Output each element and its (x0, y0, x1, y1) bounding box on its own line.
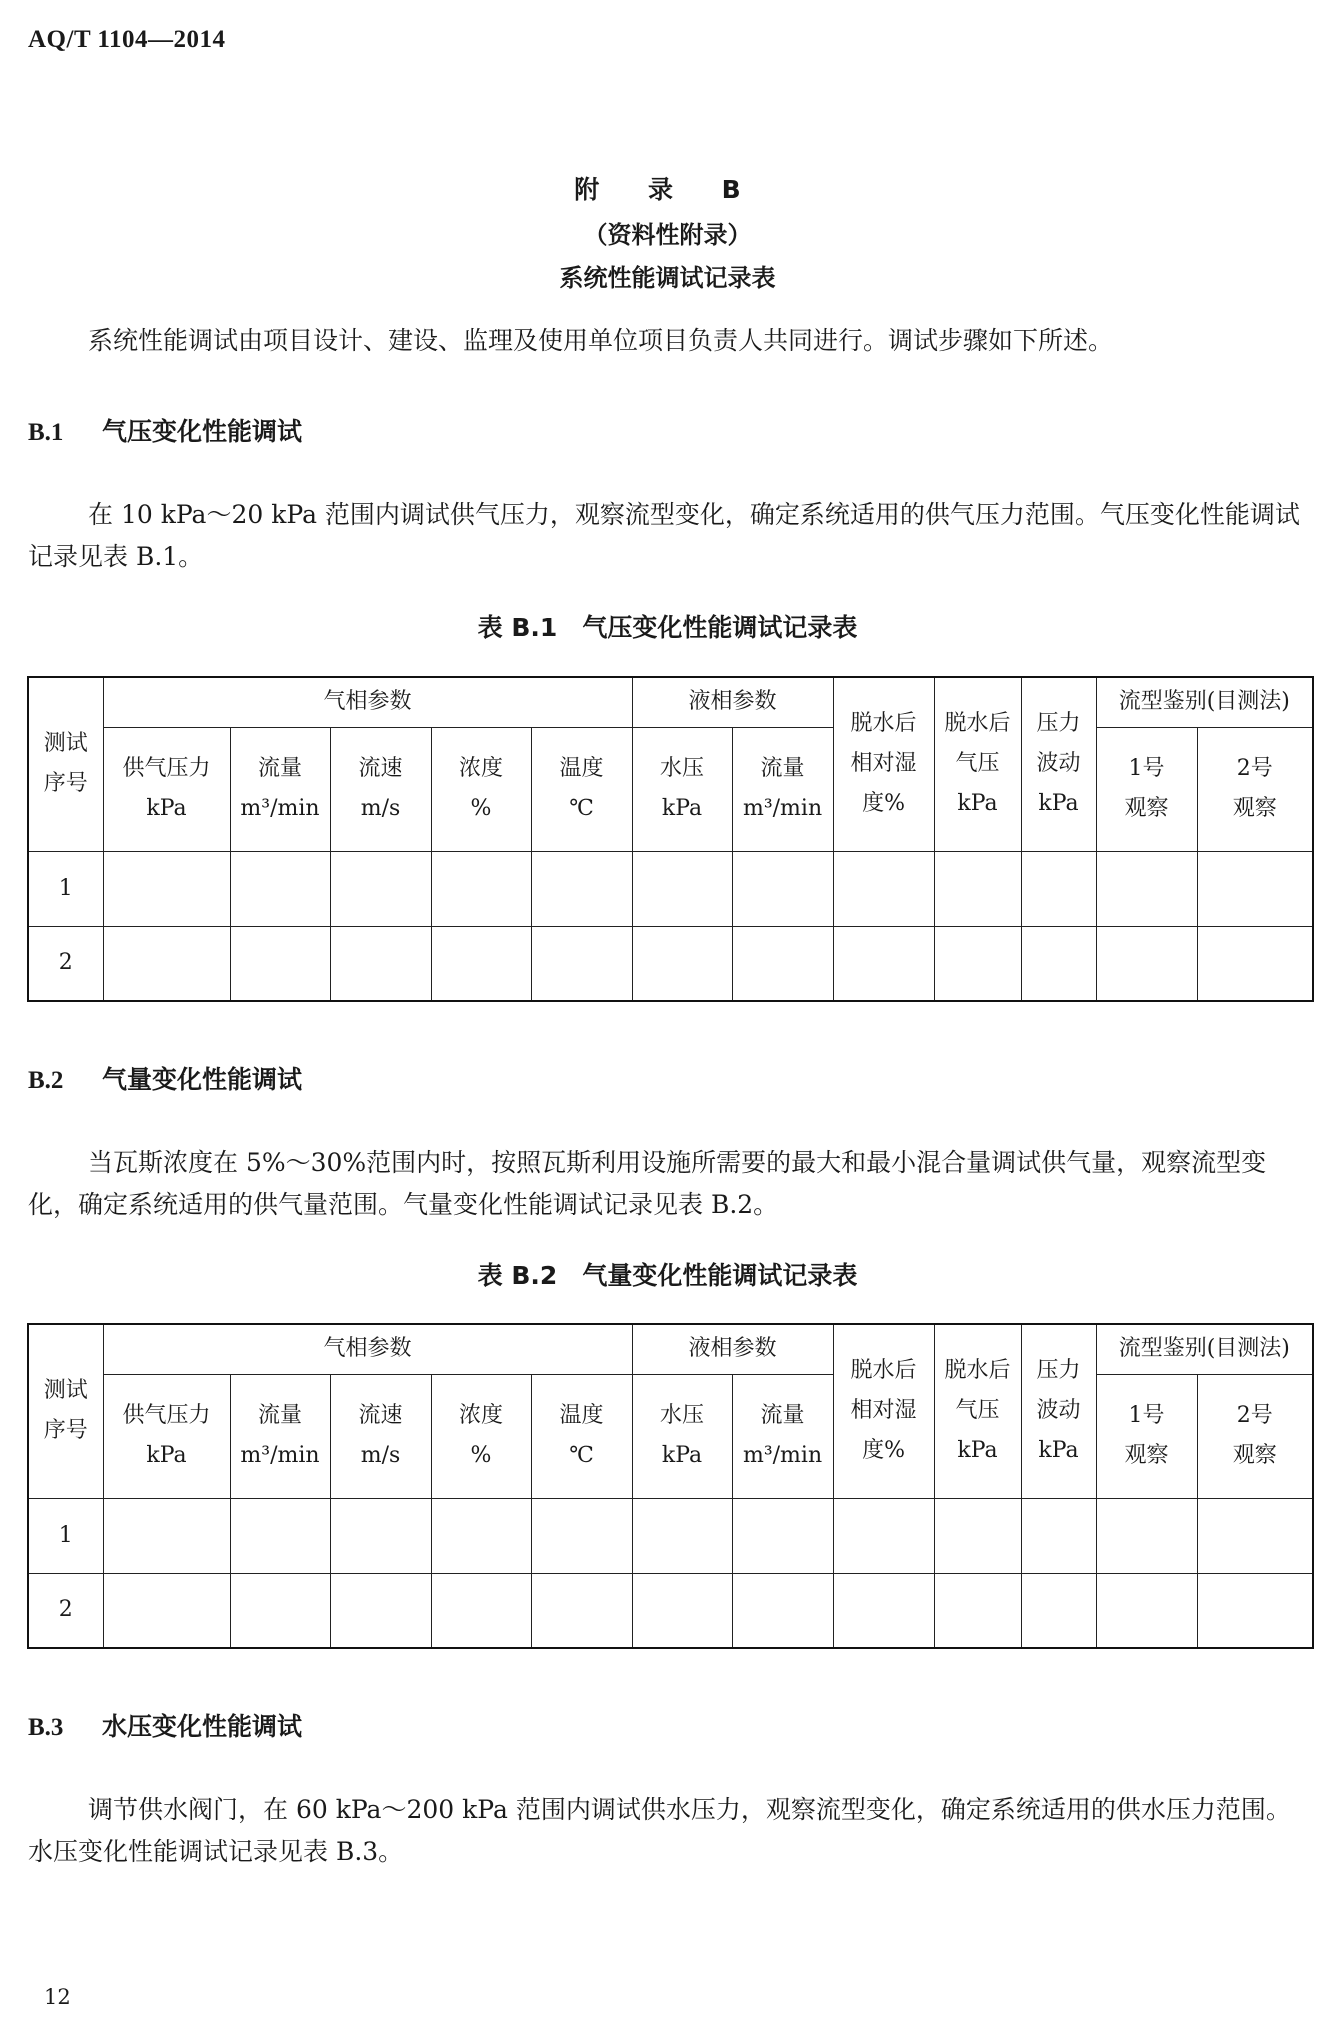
appendix-type: （资料性附录） (583, 221, 752, 249)
header-dewater-pressure: 脱水后 气压 kPa (934, 677, 1021, 851)
section-heading (28, 1060, 302, 1096)
header-liquid-col: 水压 kPa (632, 1374, 732, 1498)
header-gas-col: 浓度 % (431, 1374, 531, 1498)
table-row (28, 1573, 1313, 1648)
header-humidity: 脱水后相对湿度% (833, 1324, 934, 1498)
header-liquid-col: 流量 m³/min (732, 727, 833, 851)
header-gas-params: 气相参数 (103, 677, 632, 727)
header-gas-col: 温度 ℃ (531, 1374, 632, 1498)
standard-code: AQ/T 1104—2014 (28, 26, 226, 53)
section-title: 水压变化性能调试 (102, 1712, 303, 1741)
section-title: 气压变化性能调试 (102, 417, 303, 446)
header-flow-pattern: 流型鉴别(目测法) (1096, 677, 1313, 727)
row-number: 1 (28, 1498, 103, 1573)
header-pressure-fluctuation: 压力 波动 kPa (1021, 1324, 1096, 1498)
appendix-label: 附 录 B (574, 175, 761, 204)
header-gas-col: 供气压力 kPa (103, 727, 230, 851)
section-number: B.3 (28, 1714, 64, 1741)
header-gas-params: 气相参数 (103, 1324, 632, 1374)
intro-paragraph: 系统性能调试由项目设计、建设、监理及使用单位项目负责人共同进行。调试步骤如下所述。 (88, 326, 1114, 355)
header-liquid-params: 液相参数 (632, 1324, 833, 1374)
page-number: 12 (44, 1985, 71, 2009)
section-heading (28, 1707, 302, 1743)
header-gas-col: 流量 m³/min (230, 727, 330, 851)
row-number: 2 (28, 1573, 103, 1648)
section-paragraph: 调节供水阀门，在 60 kPa～200 kPa 范围内调试供水压力，观察流型变化，确定系统适用的供水压力范围。水压变化性能调试记录见表 B.3。 (28, 1795, 1291, 1866)
header-liquid-col: 流量 m³/min (732, 1374, 833, 1498)
table-caption: 表 B.2 气量变化性能调试记录表 (477, 1261, 858, 1290)
record-table-b2 (27, 1323, 1314, 1649)
header-observe-col: 1号 观察 (1096, 727, 1197, 851)
header-dewater-pressure: 脱水后 气压 kPa (934, 1324, 1021, 1498)
header-liquid-col: 水压 kPa (632, 727, 732, 851)
header-gas-col: 浓度 % (431, 727, 531, 851)
header-liquid-params: 液相参数 (632, 677, 833, 727)
row-number: 1 (28, 851, 103, 926)
row-number: 2 (28, 926, 103, 1001)
header-gas-col: 温度 ℃ (531, 727, 632, 851)
section-paragraph: 当瓦斯浓度在 5%～30%范围内时，按照瓦斯利用设施所需要的最大和最小混合量调试供气量，观察流型变化，确定系统适用的供气量范围。气量变化性能调试记录见表 B.2。 (28, 1148, 1267, 1219)
section-paragraph: 在 10 kPa～20 kPa 范围内调试供气压力，观察流型变化，确定系统适用的供气压力范围。气压变化性能调试记录见表 B.1。 (28, 500, 1300, 571)
header-observe-col: 1号 观察 (1096, 1374, 1197, 1498)
table-row (28, 1498, 1313, 1573)
section-number: B.1 (28, 419, 64, 446)
header-observe-col: 2号 观察 (1197, 727, 1313, 851)
header-gas-col: 流量 m³/min (230, 1374, 330, 1498)
section-number: B.2 (28, 1067, 64, 1094)
header-flow-pattern: 流型鉴别(目测法) (1096, 1324, 1313, 1374)
header-pressure-fluctuation: 压力 波动 kPa (1021, 677, 1096, 851)
header-gas-col: 流速 m/s (330, 727, 431, 851)
header-gas-col: 流速 m/s (330, 1374, 431, 1498)
header-test-no: 测试序号 (28, 1324, 103, 1498)
header-observe-col: 2号 观察 (1197, 1374, 1313, 1498)
header-humidity: 脱水后相对湿度% (833, 677, 934, 851)
appendix-title: 系统性能调试记录表 (559, 264, 776, 292)
table-row (28, 851, 1313, 926)
section-heading (28, 412, 302, 448)
section-title: 气量变化性能调试 (102, 1065, 303, 1094)
table-row (28, 926, 1313, 1001)
table-caption: 表 B.1 气压变化性能调试记录表 (477, 613, 858, 642)
header-test-no: 测试序号 (28, 677, 103, 851)
record-table-b1 (27, 676, 1314, 1002)
header-gas-col: 供气压力 kPa (103, 1374, 230, 1498)
